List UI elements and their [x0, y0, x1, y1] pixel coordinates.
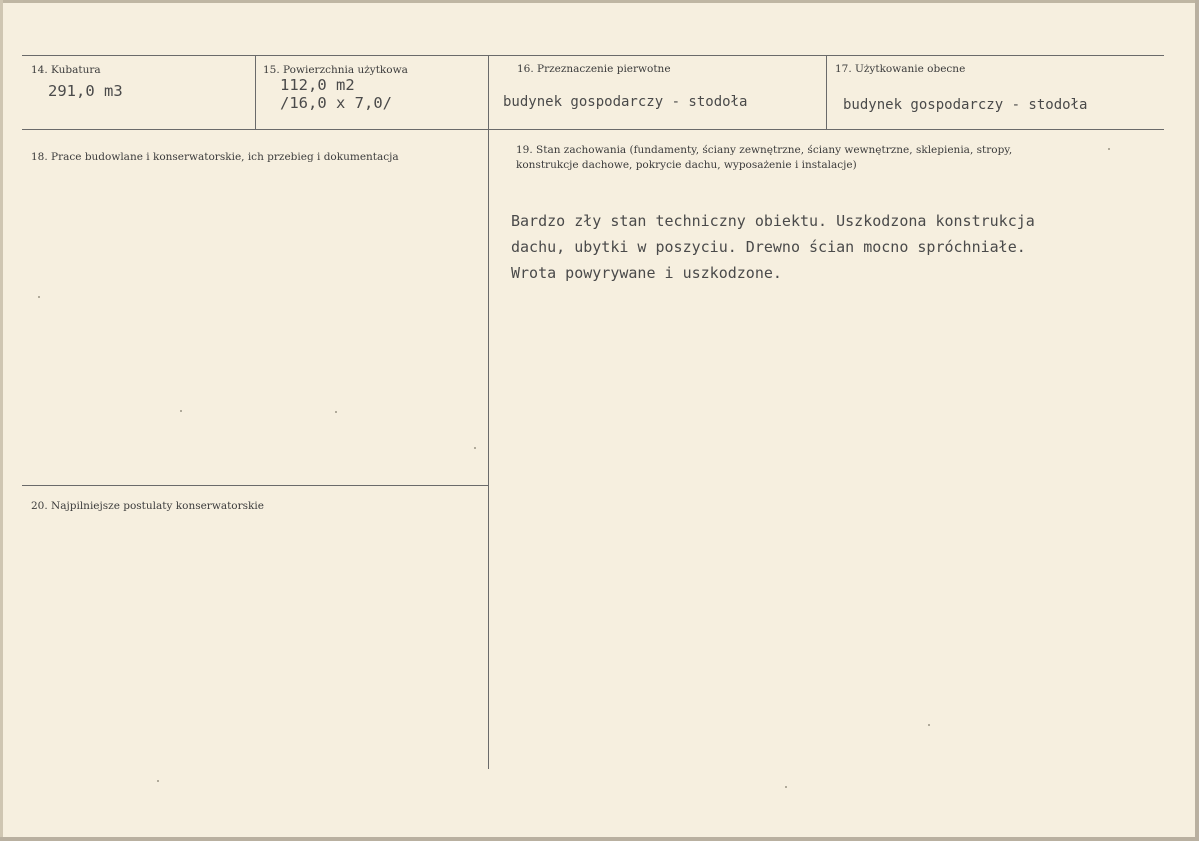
card-edge-top — [0, 0, 1199, 3]
paper-speck — [1108, 148, 1110, 150]
divider-14-15 — [255, 55, 256, 129]
stan-label-line1: 19. Stan zachowania (fundamenty, ściany zewnętrzne, ściany wewnętrzne, sklepienia, stropy, — [516, 144, 1013, 156]
powierzchnia-label: 15. Powierzchnia użytkowa — [263, 64, 408, 76]
stan-text-line1: Bardzo zły stan techniczny obiektu. Uszkodzona konstrukcja — [511, 212, 1035, 230]
postulaty-label: 20. Najpilniejsze postulaty konserwatorskie — [31, 500, 264, 512]
stan-label-line2: konstrukcje dachowe, pokrycie dachu, wyposażenie i instalacje) — [516, 159, 857, 171]
paper-speck — [785, 786, 787, 788]
powierzchnia-value: 112,0 m2 — [280, 76, 355, 94]
row2-bottom-rule — [22, 485, 488, 486]
uzytkowanie-value: budynek gospodarczy - stodoła — [843, 97, 1088, 113]
przeznaczenie-label: 16. Przeznaczenie pierwotne — [517, 63, 671, 75]
divider-16-17 — [826, 55, 827, 129]
uzytkowanie-label: 17. Użytkowanie obecne — [835, 63, 966, 75]
card-edge-right — [1195, 0, 1199, 841]
stan-text-line3: Wrota powyrywane i uszkodzone. — [511, 264, 782, 282]
top-rule — [22, 55, 1164, 56]
center-divider — [488, 55, 489, 769]
card-edge-left — [0, 0, 3, 841]
prace-label: 18. Prace budowlane i konserwatorskie, ich przebieg i dokumentacja — [31, 151, 399, 163]
kubatura-label: 14. Kubatura — [31, 64, 101, 76]
paper-speck — [335, 411, 337, 413]
card-edge-bottom — [0, 837, 1199, 841]
paper-speck — [38, 296, 40, 298]
row1-bottom-rule — [22, 129, 1164, 130]
stan-text-line2: dachu, ubytki w poszyciu. Drewno ścian mocno spróchniałe. — [511, 238, 1026, 256]
paper-speck — [157, 780, 159, 782]
kubatura-value: 291,0 m3 — [48, 82, 123, 100]
paper-speck — [474, 447, 476, 449]
paper-speck — [180, 410, 182, 412]
przeznaczenie-value: budynek gospodarczy - stodoła — [503, 94, 748, 110]
wymiary-value: /16,0 x 7,0/ — [280, 94, 392, 112]
paper-speck — [928, 724, 930, 726]
